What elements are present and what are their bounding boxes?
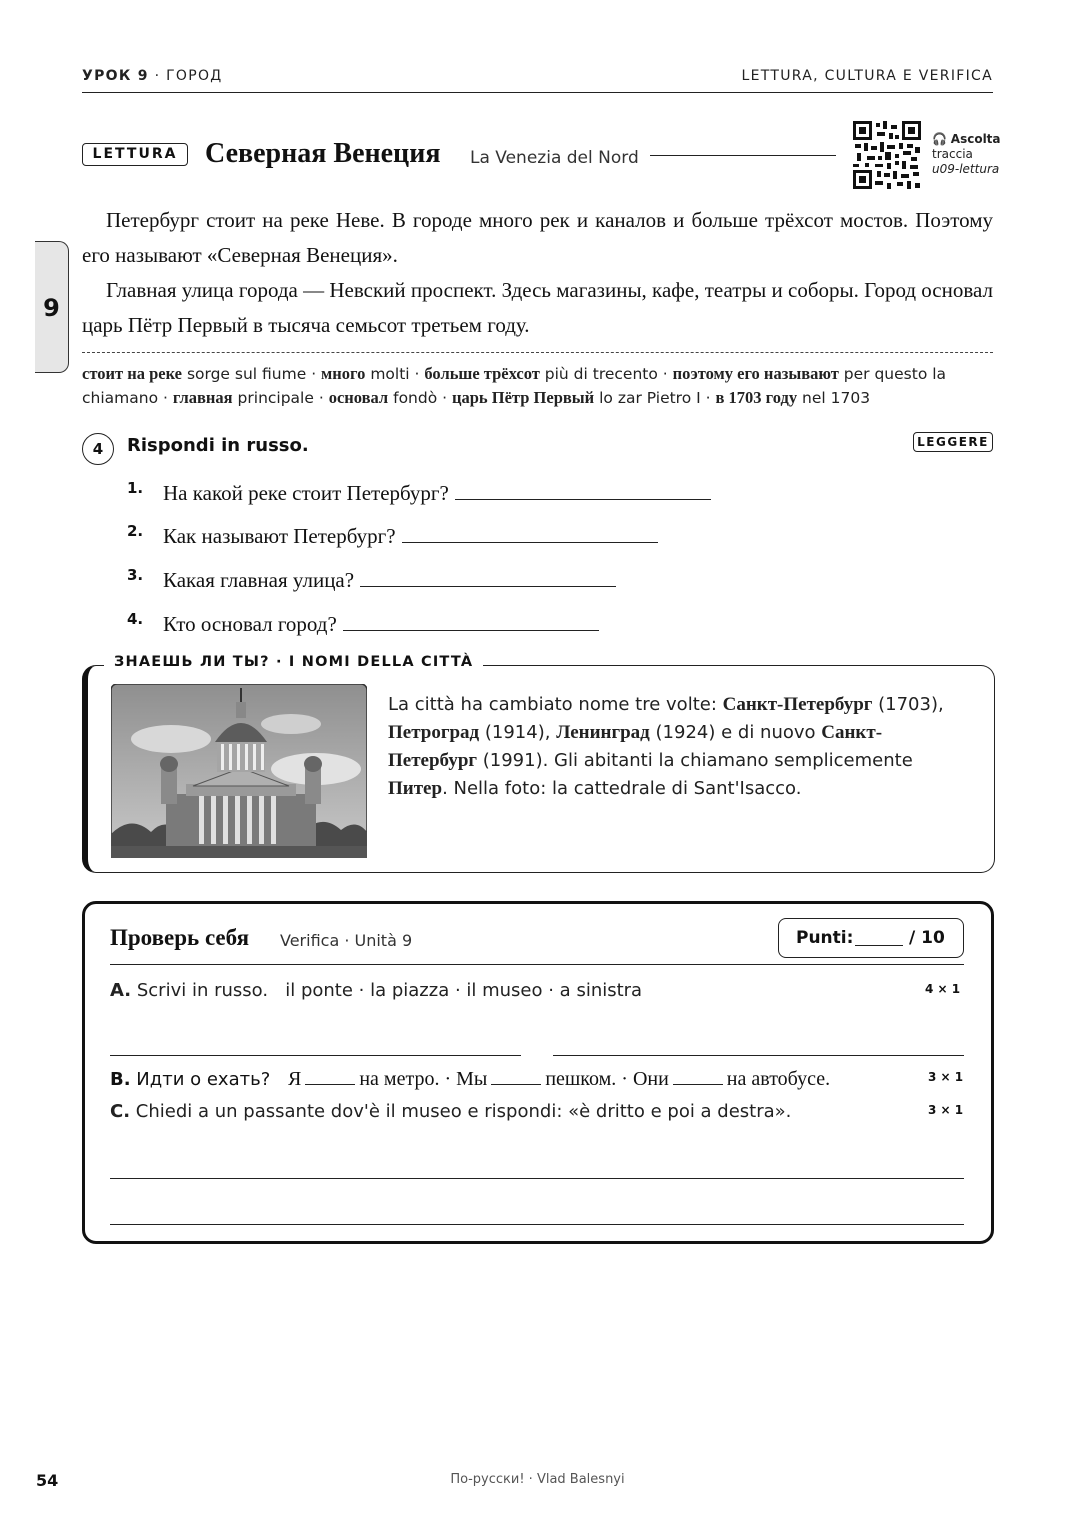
glossary-entry <box>424 365 657 383</box>
task-c <box>110 1101 791 1122</box>
task-c-label: C. <box>110 1101 131 1122</box>
question-number: 4. <box>127 610 144 628</box>
glossary-entry <box>321 365 410 383</box>
cathedral-photo <box>111 684 367 858</box>
test-title: Проверь себя <box>110 925 250 950</box>
glossary-translation: per questo la chiamano <box>82 365 947 407</box>
section-subtitle: La Venezia del Nord <box>470 148 639 168</box>
reading-paragraph-1: Петербург стоит на реке Неве. В городе много рек и каналов и больше трёхсот мостов. Поэтому его называют «Северная Венеция». <box>82 208 993 267</box>
culture-text-part: (1991). Gli abitanti la chiamano semplicemente <box>477 750 913 771</box>
task-a-label: A. <box>110 980 132 1001</box>
glossary-translation: principale <box>237 389 314 407</box>
header-rule <box>82 92 993 93</box>
exercise-instruction: Rispondi in russo. <box>127 435 309 456</box>
culture-text-part: (1703), <box>872 694 944 715</box>
glossary-term: стоит на реке <box>82 364 182 383</box>
answer-line[interactable] <box>455 479 711 500</box>
glossary-term: основал <box>328 388 389 407</box>
reading-paragraph-2: Главная улица города — Невский проспект. Здесь магазины, кафе, театры и соборы. Город основал царь Пётр Первый в тысяча семьсот третьем году. <box>82 278 993 337</box>
lesson-topic: · ГОРОД <box>148 68 223 84</box>
question-number: 2. <box>127 522 144 540</box>
culture-text-part: . Nella foto: la cattedrale di Sant'Isacco. <box>442 778 802 799</box>
question-number: 3. <box>127 566 144 584</box>
question-number: 1. <box>127 479 144 497</box>
glossary: стоит на реке sorge sul fiume · много molti · больше трёхсот più di trecento · поэтому его называют per questo la chiamano · главная principale · основал fondò · царь Пётр Первый lo zar Pietro I · в 1703 году nel 1703 <box>82 364 947 407</box>
glossary-divider <box>82 352 993 353</box>
points-label: Punti: <box>796 928 854 948</box>
test-subtitle: Verifica · Unità 9 <box>280 931 413 950</box>
name-saint-petersburg: Санкт-Петербург <box>722 694 873 715</box>
running-header-left <box>82 68 223 84</box>
answer-line[interactable] <box>402 522 658 543</box>
blank-field[interactable] <box>491 1066 541 1085</box>
glossary-entry <box>82 365 306 383</box>
section-tag: LETTURA <box>82 143 188 166</box>
glossary-entry <box>329 389 438 407</box>
task-b-part: на метро. · Мы <box>359 1068 488 1090</box>
name-saint-petersburg-again: Санкт-Петербург <box>388 722 883 771</box>
task-a-text: Scrivi in russo. il ponte · la piazza · il museo · a sinistra <box>136 980 643 1001</box>
glossary-term: больше трёхсот <box>424 364 540 383</box>
glossary-term: много <box>321 364 366 383</box>
test-title-rule <box>110 964 964 965</box>
name-piter: Питер <box>388 778 443 799</box>
glossary-term: главная <box>172 388 233 407</box>
points-total: / 10 <box>909 928 945 948</box>
blank-field[interactable] <box>305 1066 355 1085</box>
glossary-term: в 1703 году <box>715 388 798 407</box>
culture-text-part: (1914), <box>479 722 557 743</box>
task-b-part: Я <box>288 1068 302 1090</box>
glossary-translation: fondò <box>393 389 438 407</box>
audio-label-block <box>932 132 1001 177</box>
culture-text <box>388 691 968 803</box>
glossary-entry <box>715 389 870 407</box>
exercise-number: 4 <box>82 433 114 465</box>
task-b-label: B. <box>110 1069 131 1090</box>
footer-credit: По-русски! · Vlad Balesnyi <box>450 1472 625 1487</box>
task-b-part: на автобусе. <box>726 1068 831 1090</box>
glossary-entry <box>173 389 314 407</box>
culture-heading: ЗНАЕШЬ ЛИ ТЫ? · I NOMI DELLA CITTÀ <box>104 654 483 670</box>
skill-tag: LEGGERE <box>913 432 993 452</box>
name-leningrad: Ленинград <box>556 722 650 743</box>
question-text: На какой реке стоит Петербург? <box>163 481 449 505</box>
culture-text-part: (1924) e di nuovo <box>649 722 822 743</box>
answer-line[interactable] <box>553 1055 964 1056</box>
glossary-term: поэтому его называют <box>672 364 839 383</box>
audio-label: Ascolta <box>950 132 1001 146</box>
lesson-number: УРОК 9 <box>82 68 149 84</box>
answer-line[interactable] <box>110 1055 521 1056</box>
title-rule <box>650 155 836 156</box>
task-b-sentence <box>288 1068 830 1090</box>
answer-line[interactable] <box>110 1178 964 1179</box>
answer-line[interactable] <box>360 566 616 587</box>
running-header-right: LETTURA, CULTURA E VERIFICA <box>741 68 993 84</box>
task-c-score: 3 × 1 <box>928 1103 964 1117</box>
page-number: 54 <box>36 1471 59 1490</box>
glossary-term: царь Пётр Первый <box>451 388 595 407</box>
task-b-score: 3 × 1 <box>928 1070 964 1084</box>
headphones-icon: 🎧 <box>932 132 947 146</box>
chapter-side-tab <box>35 241 69 373</box>
question-text: Какая главная улица? <box>163 568 355 592</box>
task-a <box>110 980 642 1001</box>
answer-line[interactable] <box>110 1224 964 1225</box>
task-c-text: Chiedi a un passante dov'è il museo e rispondi: «è dritto e poi a destra». <box>135 1101 792 1122</box>
name-petrograd: Петроград <box>388 722 480 743</box>
points-blank[interactable] <box>855 945 903 946</box>
task-b-prompt: Идти о ехать? <box>136 1069 271 1090</box>
points-box <box>778 918 964 958</box>
audio-track: u09-lettura <box>932 162 1000 176</box>
glossary-translation: più di trecento <box>544 365 658 383</box>
answer-line[interactable] <box>343 610 599 631</box>
chapter-number: 9 <box>43 294 60 322</box>
glossary-translation: molti <box>370 365 410 383</box>
question-text: Как называют Петербург? <box>163 524 396 548</box>
glossary-translation: lo zar Pietro I <box>599 389 701 407</box>
audio-line2: traccia <box>932 147 973 161</box>
task-b-part: пешком. · Они <box>545 1068 669 1090</box>
qr-code-icon[interactable] <box>853 121 921 189</box>
glossary-entry <box>452 389 701 407</box>
task-a-score: 4 × 1 <box>925 982 961 996</box>
question-text: Кто основал город? <box>163 612 337 636</box>
culture-text-part: La città ha cambiato nome tre volte: <box>388 694 723 715</box>
task-b <box>110 1066 830 1091</box>
section-title: Северная Венеция <box>205 138 441 169</box>
glossary-translation: nel 1703 <box>802 389 871 407</box>
blank-field[interactable] <box>673 1066 723 1085</box>
glossary-translation: sorge sul fiume <box>186 365 307 383</box>
